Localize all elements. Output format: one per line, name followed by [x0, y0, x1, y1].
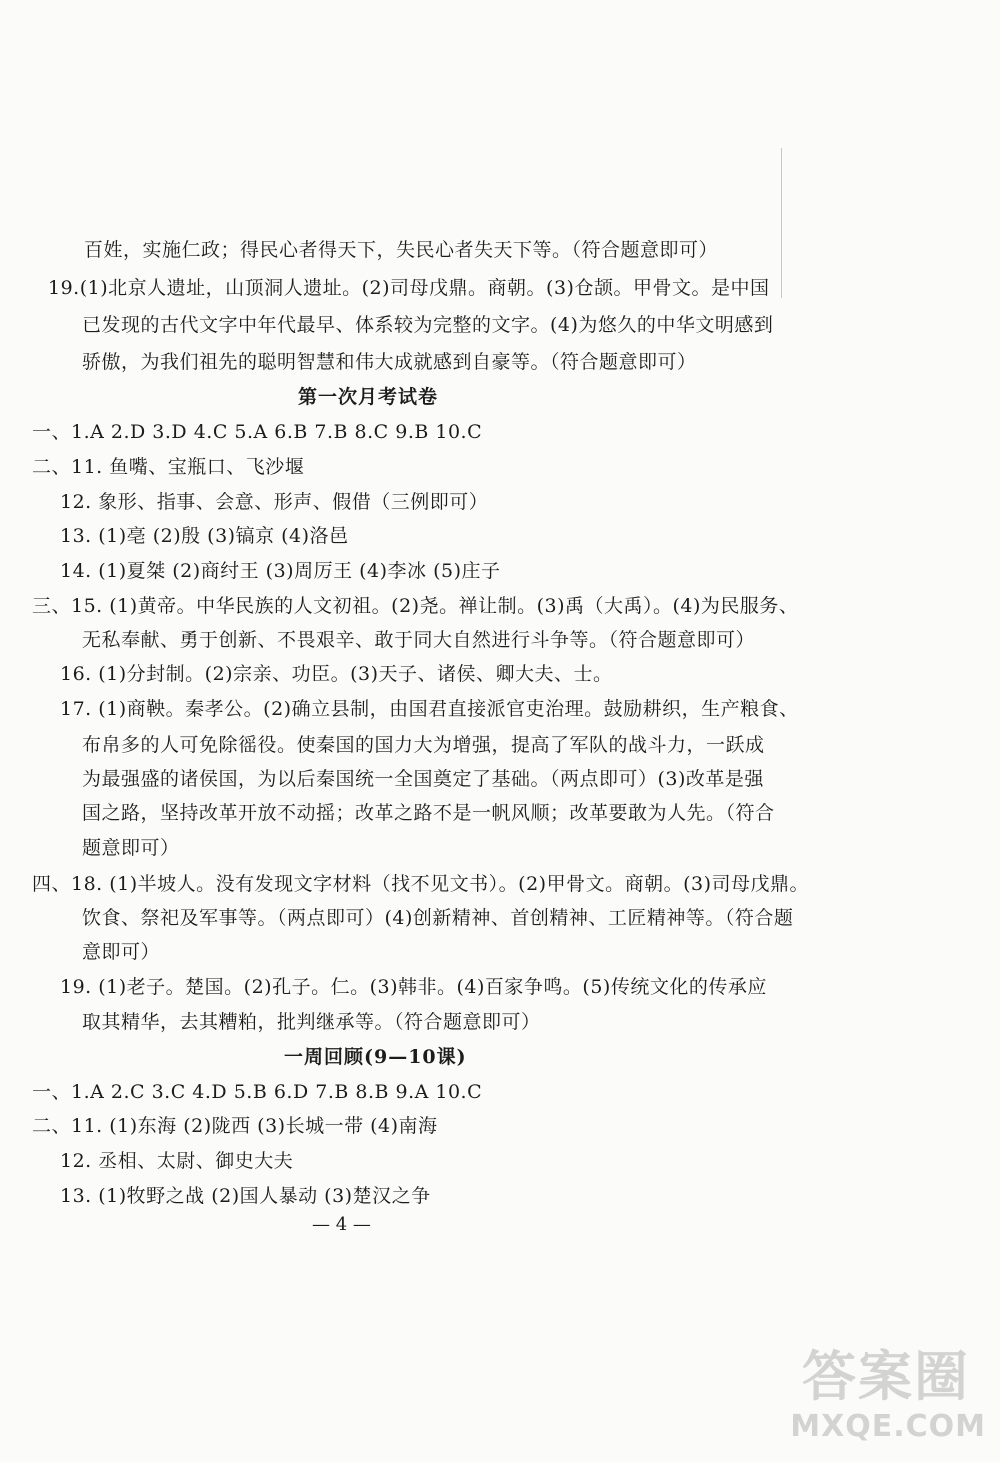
text-line: 骄傲，为我们祖先的聪明智慧和伟大成就感到自豪等。（符合题意即可）	[82, 351, 697, 373]
text-line: 布帛多的人可免除徭役。使秦国的国力大为增强，提高了军队的战斗力，一跃成	[82, 734, 765, 756]
text-line: 一、1.A 2.D 3.D 4.C 5.A 6.B 7.B 8.C 9.B 10.C	[32, 421, 483, 443]
text-line: 19.(1)北京人遗址，山顶洞人遗址。(2)司母戊鼎。商朝。(3)仓颉。甲骨文。是中国	[48, 277, 770, 299]
watermark-logo	[750, 1330, 990, 1450]
text-line: 饮食、祭祀及军事等。（两点即可）(4)创新精神、首创精神、工匠精神等。（符合题	[82, 907, 794, 929]
page-fold-line	[781, 148, 782, 298]
text-line: 13. (1)亳 (2)殷 (3)镐京 (4)洛邑	[60, 525, 349, 547]
text-line: 19. (1)老子。楚国。(2)孔子。仁。(3)韩非。(4)百家争鸣。(5)传统文化的传承应	[60, 976, 767, 998]
text-line: 百姓，实施仁政；得民心者得天下，失民心者失天下等。（符合题意即可）	[84, 239, 719, 261]
text-line: 国之路，坚持改革开放不动摇；改革之路不是一帆风顺；改革要敢为人先。（符合	[82, 802, 775, 824]
text-line: 12. 象形、指事、会意、形声、假借（三例即可）	[60, 491, 489, 513]
text-line: 二、11. (1)东海 (2)陇西 (3)长城一带 (4)南海	[32, 1115, 438, 1137]
text-line: 取其精华，去其糟粕，批判继承等。（符合题意即可）	[82, 1011, 541, 1033]
text-line: 17. (1)商鞅。秦孝公。(2)确立县制，由国君直接派官吏治理。鼓励耕织，生产粮食、	[60, 698, 799, 720]
page-number: — 4 —	[312, 1214, 371, 1235]
text-line: 二、11. 鱼嘴、宝瓶口、飞沙堰	[32, 456, 305, 478]
text-line: 12. 丞相、太尉、御史大夫	[60, 1150, 294, 1172]
text-line: 已发现的古代文字中年代最早、体系较为完整的文字。(4)为悠久的中华文明感到	[82, 314, 774, 336]
text-line: 一、1.A 2.C 3.C 4.D 5.B 6.D 7.B 8.B 9.A 10.C	[32, 1081, 483, 1103]
text-line: 13. (1)牧野之战 (2)国人暴动 (3)楚汉之争	[60, 1185, 431, 1207]
text-line: 三、15. (1)黄帝。中华民族的人文初祖。(2)尧。禅让制。(3)禹（大禹）。(4)为民服务、	[32, 595, 799, 617]
text-line: 为最强盛的诸侯国，为以后秦国统一全国奠定了基础。（两点即可）(3)改革是强	[82, 768, 764, 790]
text-line: 意即可）	[82, 941, 161, 963]
section-heading-weekly-review: 一周回顾(9—10课)	[284, 1046, 467, 1068]
watermark-url: MXQE.COM	[790, 1409, 986, 1444]
text-line: 无私奉献、勇于创新、不畏艰辛、敢于同大自然进行斗争等。（符合题意即可）	[82, 629, 756, 651]
text-line: 题意即可）	[82, 837, 180, 859]
section-heading-monthly-exam: 第一次月考试卷	[298, 386, 439, 408]
text-line: 16. (1)分封制。(2)宗亲、功臣。(3)天子、诸侯、卿大夫、士。	[60, 663, 613, 685]
text-line: 四、18. (1)半坡人。没有发现文字材料（找不见文书）。(2)甲骨文。商朝。(3)司母戊鼎。	[32, 873, 809, 895]
watermark-title: 答案圈	[802, 1345, 970, 1408]
text-line: 14. (1)夏桀 (2)商纣王 (3)周厉王 (4)李冰 (5)庄子	[60, 560, 501, 582]
